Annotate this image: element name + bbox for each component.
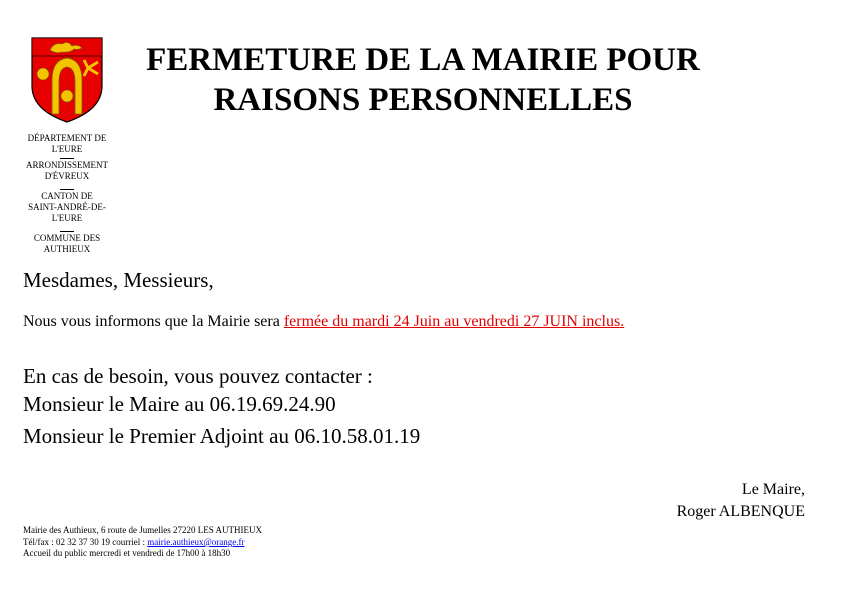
footer-hours: Accueil du public mercredi et vendredi de 17h00 à 18h30	[23, 548, 231, 558]
contact-maire: Monsieur le Maire au 06.19.69.24.90	[23, 392, 336, 416]
admin-line: AUTHIEUX	[43, 244, 91, 254]
admin-line: L'EURE	[51, 144, 83, 154]
admin-line: COMMUNE DES	[33, 233, 101, 243]
admin-arrondissement	[18, 158, 116, 182]
closure-notice-prefix: Nous vous informons que la Mairie sera	[23, 313, 284, 330]
greeting: Mesdames, Messieurs,	[23, 268, 214, 292]
coat-of-arms-logo	[28, 36, 106, 124]
separator-line	[60, 189, 74, 190]
signature-name: Roger ALBENQUE	[676, 503, 805, 520]
contact-adjoint: Monsieur le Premier Adjoint au 06.10.58.01.19	[23, 424, 421, 448]
admin-canton	[18, 189, 116, 224]
closure-notice	[23, 313, 624, 331]
lion-head-center	[61, 90, 73, 102]
footer-address: Mairie des Authieux, 6 route de Jumelles 27220 LES AUTHIEUX	[23, 525, 262, 535]
title-line-1: FERMETURE DE LA MAIRIE POUR	[146, 42, 700, 78]
apple-left	[37, 68, 49, 80]
admin-line: D'ÉVREUX	[44, 171, 90, 181]
admin-line: SAINT-ANDRÉ-DE-	[28, 202, 106, 212]
contact-intro: En cas de besoin, vous pouvez contacter :	[23, 364, 373, 388]
separator-line	[60, 231, 74, 232]
closure-dates: fermée du mardi 24 Juin au vendredi 27 JUIN inclus.	[283, 313, 625, 330]
signature-role: Le Maire,	[741, 481, 805, 498]
footer-tel: Tél/fax : 02 32 37 30 19 courriel :	[23, 537, 148, 547]
admin-line: DÉPARTEMENT DE	[27, 133, 107, 143]
admin-commune	[18, 231, 116, 255]
admin-line: L'EURE	[51, 213, 83, 223]
admin-line: ARRONDISSEMENT	[25, 160, 108, 170]
email-link[interactable]: mairie.authieux@orange.fr	[147, 537, 245, 547]
separator-line	[60, 158, 74, 159]
footer-contact	[23, 537, 244, 548]
title-line-2: RAISONS PERSONNELLES	[213, 82, 633, 118]
page-title	[110, 40, 736, 120]
admin-departement	[18, 133, 116, 155]
admin-line: CANTON DE	[41, 191, 93, 201]
